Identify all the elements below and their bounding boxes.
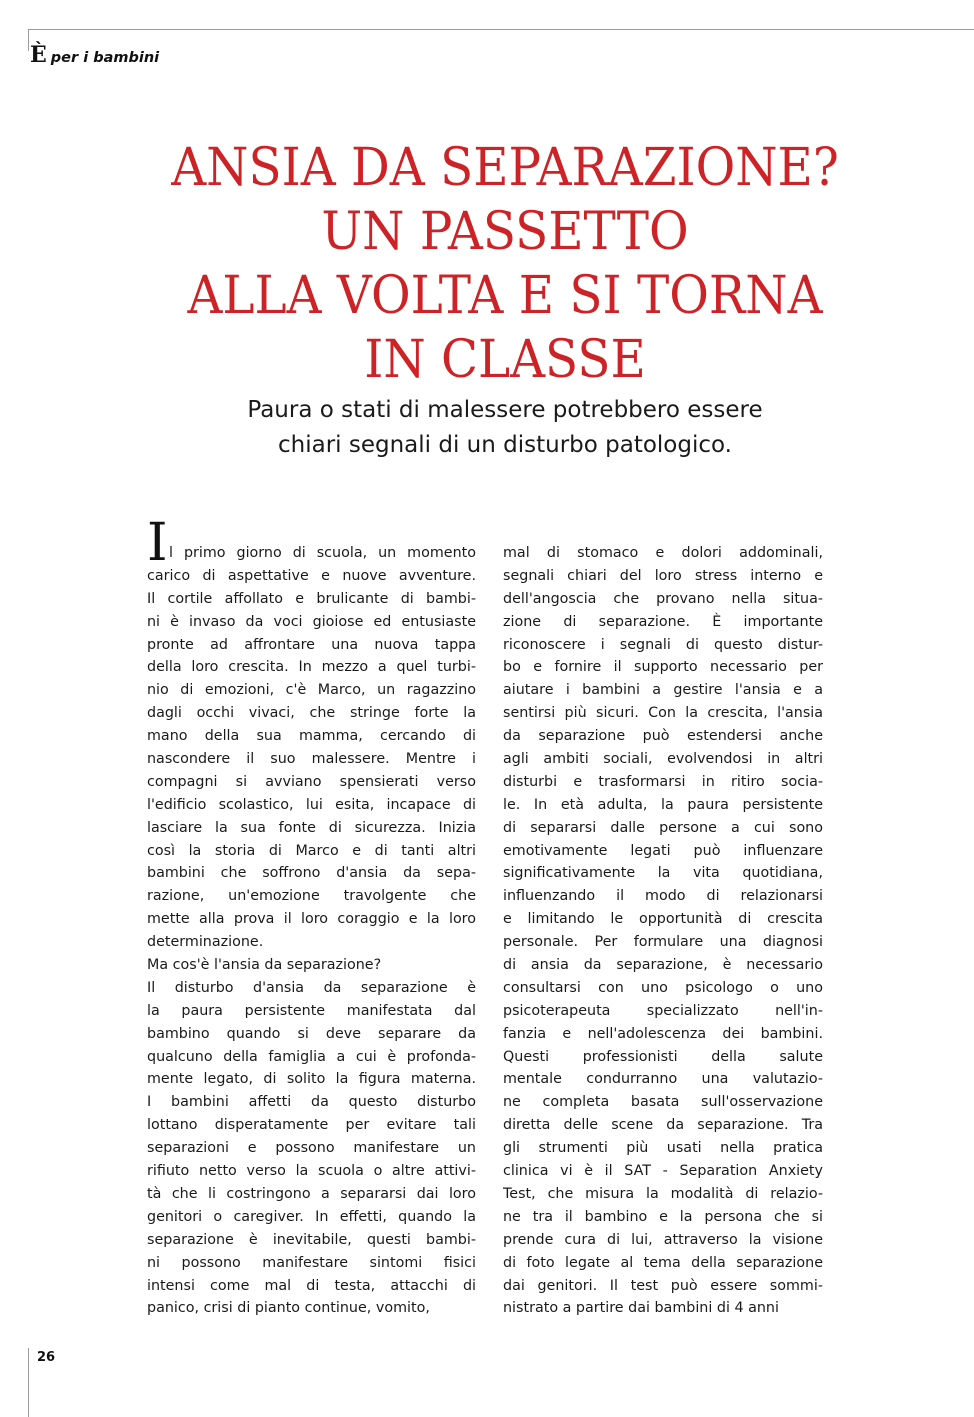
body-line: l'edificio scolastico, lui esita, incapace di bbox=[147, 796, 476, 813]
section-header bbox=[30, 42, 159, 70]
body-line: l primo giorno di scuola, un momento bbox=[169, 545, 476, 561]
body-line: Il disturbo d'ansia da separazione è bbox=[147, 979, 476, 996]
body-line: bambino quando si deve separare da bbox=[147, 1025, 476, 1042]
body-line: mal di stomaco e dolori addominali, bbox=[503, 545, 823, 561]
title-line: UN PASSETTO bbox=[321, 202, 689, 262]
body-line: Test, che misura la modalità di relazio- bbox=[503, 1185, 823, 1202]
body-line: compagni si avviano spensierati verso bbox=[147, 773, 476, 790]
title-line: IN CLASSE bbox=[364, 330, 646, 390]
body-line: pronte ad affrontare una nuova tappa bbox=[147, 636, 476, 653]
body-line: genitori o caregiver. In effetti, quando la bbox=[147, 1208, 476, 1225]
body-line: così la storia di Marco e di tanti altri bbox=[147, 842, 476, 859]
body-line: nistrato a partire dai bambini di 4 anni bbox=[503, 1300, 779, 1317]
body-line: e limitando le opportunità di crescita bbox=[503, 911, 823, 928]
page-number: 26 bbox=[37, 1350, 56, 1365]
body-line: Questi professionisti della salute bbox=[503, 1048, 823, 1065]
body-line: clinica vi è il SAT - Separation Anxiety bbox=[503, 1163, 823, 1180]
body-line: diretta delle scene da separazione. Tra bbox=[503, 1117, 823, 1134]
body-line: della loro crescita. In mezzo a quel turbi- bbox=[147, 659, 476, 676]
body-line: separazioni e possono manifestare un bbox=[147, 1140, 476, 1157]
body-line: bambini che soffrono d'ansia da sepa- bbox=[147, 865, 476, 882]
body-line: intensi come mal di testa, attacchi di bbox=[147, 1277, 476, 1294]
body-column-right bbox=[503, 542, 823, 1320]
body-line: lottano disperatamente per evitare tali bbox=[147, 1117, 476, 1134]
body-line: panico, crisi di pianto continue, vomito, bbox=[147, 1300, 430, 1317]
body-line: mano della sua mamma, cercando di bbox=[147, 728, 476, 745]
body-line: ne tra il bambino e la persona che si bbox=[503, 1208, 823, 1225]
body-line: dai genitori. Il test può essere sommi- bbox=[503, 1277, 823, 1294]
body-line: Ma cos'è l'ansia da separazione? bbox=[147, 957, 382, 974]
body-line: da separazione può estendersi anche bbox=[503, 728, 823, 745]
article-subtitle bbox=[160, 393, 850, 463]
body-line: significativamente la vita quotidiana, bbox=[503, 865, 823, 882]
body-line: influenzando il modo di relazionarsi bbox=[503, 888, 823, 905]
body-line: ne completa basata sull'osservazione bbox=[503, 1094, 823, 1111]
body-line: tà che li costringono a separarsi dai loro bbox=[147, 1185, 476, 1202]
body-line: qualcuno della famiglia a cui è profonda- bbox=[147, 1048, 476, 1065]
body-line: prende cura di lui, attraverso la visione bbox=[503, 1231, 823, 1248]
body-line: zione di separazione. È importante bbox=[503, 613, 823, 630]
article-title bbox=[80, 136, 930, 392]
body-line: Il cortile affollato e brulicante di bambi- bbox=[147, 590, 476, 607]
drop-cap: I bbox=[147, 513, 168, 573]
body-line: di ansia da separazione, è necessario bbox=[503, 957, 823, 974]
body-line: di separarsi dalle persone a cui sono bbox=[503, 819, 823, 836]
footer-rule bbox=[28, 1348, 29, 1417]
body-line: mette alla prova il loro coraggio e la loro bbox=[147, 911, 476, 928]
body-line: disturbi e trasformarsi in ritiro socia- bbox=[503, 773, 823, 790]
title-line: ANSIA DA SEPARAZIONE? bbox=[171, 138, 839, 198]
body-line: carico di aspettative e nuove avventure. bbox=[147, 567, 476, 584]
magazine-logo-letter: È bbox=[30, 42, 47, 68]
body-line: agli ambiti sociali, evolvendosi in altri bbox=[503, 751, 823, 768]
body-line: aiutare i bambini a gestire l'ansia e a bbox=[503, 682, 823, 699]
body-line: nascondere il suo malessere. Mentre i bbox=[147, 751, 476, 768]
subtitle-line: Paura o stati di malessere potrebbero essere bbox=[247, 397, 763, 423]
body-line: separazione è inevitabile, questi bambi- bbox=[147, 1231, 476, 1248]
body-line: di foto legate al tema della separazione bbox=[503, 1254, 823, 1271]
body-line: gli strumenti più usati nella pratica bbox=[503, 1140, 823, 1157]
body-line: dagli occhi vivaci, che stringe forte la bbox=[147, 705, 476, 722]
body-line: personale. Per formulare una diagnosi bbox=[503, 934, 823, 951]
body-line: emotivamente legati può influenzare bbox=[503, 842, 823, 859]
body-line: sentirsi più sicuri. Con la crescita, l'ansia bbox=[503, 705, 823, 722]
body-line: razione, un'emozione travolgente che bbox=[147, 888, 476, 905]
body-line: rifiuto netto verso la scuola o altre attivi- bbox=[147, 1163, 476, 1180]
body-line: fanzia e nell'adolescenza dei bambini. bbox=[503, 1025, 823, 1042]
subtitle-line: chiari segnali di un disturbo patologico. bbox=[278, 432, 732, 458]
body-line: mentale condurranno una valutazio- bbox=[503, 1071, 823, 1088]
body-line: le. In età adulta, la paura persistente bbox=[503, 796, 823, 813]
body-line: riconoscere i segnali di questo distur- bbox=[503, 636, 823, 653]
body-line: determinazione. bbox=[147, 934, 264, 951]
body-line: psicoterapeuta specializzato nell'in- bbox=[503, 1002, 823, 1019]
body-line: la paura persistente manifestata dal bbox=[147, 1002, 476, 1019]
title-line: ALLA VOLTA E SI TORNA bbox=[187, 266, 823, 326]
header-rule bbox=[28, 29, 974, 30]
body-line: lasciare la sua fonte di sicurezza. Inizia bbox=[147, 819, 476, 836]
body-line: ni è invaso da voci gioiose ed entusiaste bbox=[147, 613, 476, 630]
body-line: segnali chiari del loro stress interno e bbox=[503, 567, 823, 584]
body-column-left bbox=[147, 542, 476, 1320]
body-line: dell'angoscia che provano nella situa- bbox=[503, 590, 823, 607]
body-line: I bambini affetti da questo disturbo bbox=[147, 1094, 476, 1111]
body-line: mente legato, di solito la figura materna. bbox=[147, 1071, 476, 1088]
body-line: consultarsi con uno psicologo o uno bbox=[503, 979, 823, 996]
body-line: ni possono manifestare sintomi fisici bbox=[147, 1254, 476, 1271]
body-line: bo e fornire il supporto necessario per bbox=[503, 659, 823, 676]
header-side-rule bbox=[28, 29, 29, 51]
section-label: per i bambini bbox=[50, 50, 160, 66]
body-line: nio di emozioni, c'è Marco, un ragazzino bbox=[147, 682, 476, 699]
